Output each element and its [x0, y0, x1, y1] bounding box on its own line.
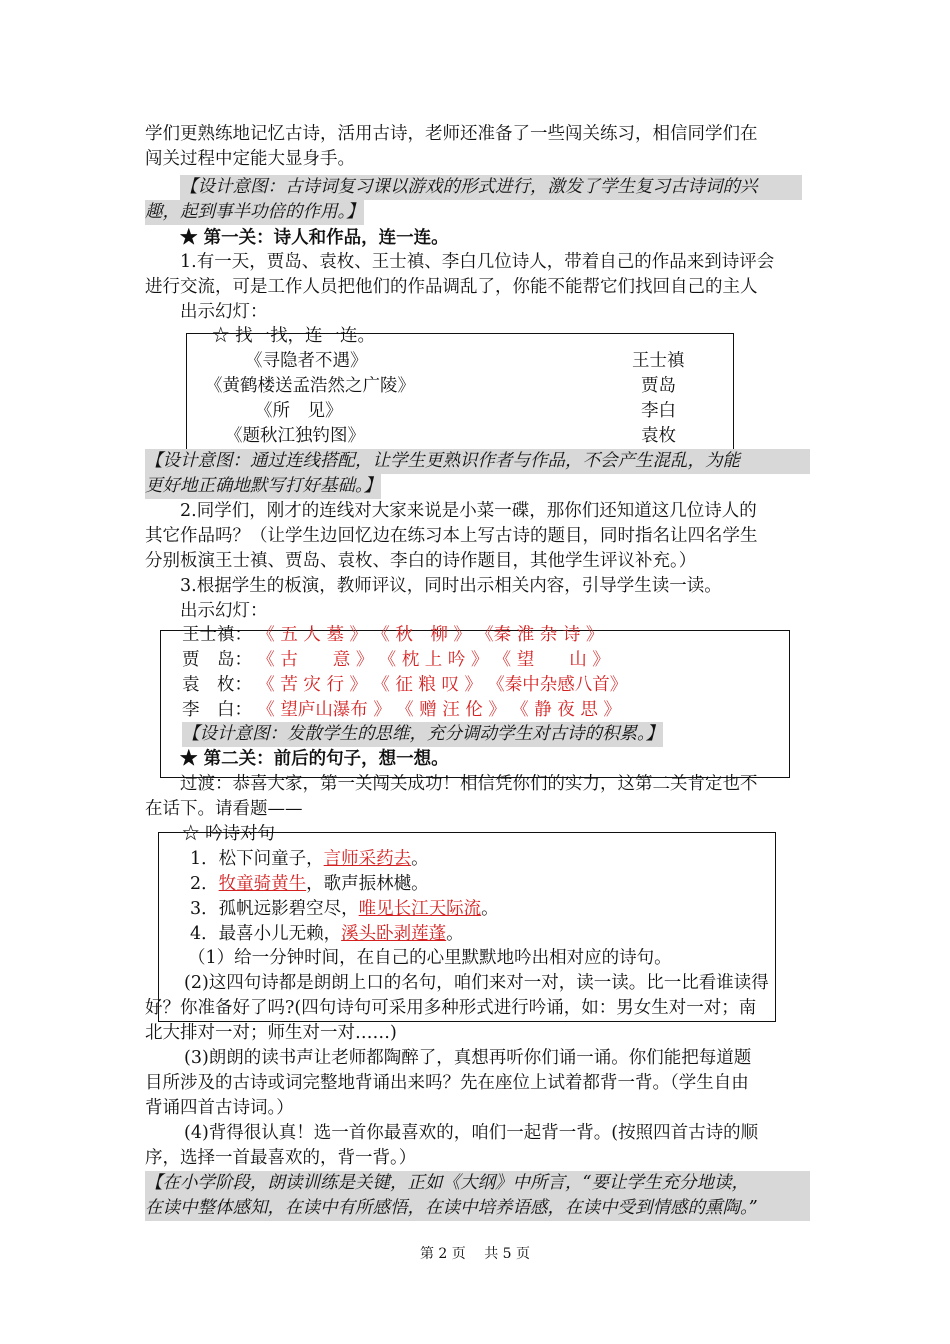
paragraph-line: (4)背得很认真！选一首你最喜欢的，咱们一起背一背。(按照四首古诗的顺: [184, 1123, 759, 1143]
poem-title: 《 枕 上 吟 》: [387, 650, 489, 670]
matching-box-title: ☆ 找一找，连一连。: [212, 326, 376, 346]
poem-title: 《 赠 汪 伦 》: [404, 700, 506, 720]
work-title: 《寻隐者不遇》: [245, 351, 368, 371]
level2-heading: ★ 第二关：前后的句子，想一想。: [180, 749, 449, 769]
paragraph-line: 北大排对一对；师生对一对……): [145, 1023, 397, 1043]
paragraph-line: 好？你准备好了吗?(四句诗句可采用多种形式进行吟诵，如：男女生对一对；南: [145, 998, 757, 1018]
couplet-answer: 言师采药去: [323, 849, 412, 869]
poem-title: 《 望庐山瀑布 》: [266, 700, 391, 720]
couplet-item: 3．孤帆远影碧空尽，唯见长江天际流。: [190, 899, 499, 919]
paragraph-line: 1.有一天，贾岛、袁枚、王士禛、李白几位诗人，带着自己的作品来到诗评会: [180, 252, 775, 272]
couplet-item: 4．最喜小儿无赖，溪头卧剥莲蓬。: [190, 924, 464, 944]
page-footer: 第 2 页 共 5 页: [419, 1246, 531, 1262]
design-note: 【在小学阶段，朗读训练是关键，正如《大纲》中所言，“要让学生充分地读，: [145, 1171, 810, 1196]
poem-title: 《 苦 灾 行 》: [266, 675, 368, 695]
paragraph-line: （1）给一分钟时间，在自己的心里默默地吟出相对应的诗句。: [188, 948, 672, 968]
poem-title: 《 征 粮 叹 》: [381, 675, 483, 695]
paragraph-line: 3.根据学生的板演，教师评议，同时出示相关内容，引导学生读一读。: [180, 576, 722, 596]
paragraph-line: 其它作品吗？（让学生边回忆边在练习本上写古诗的题目，同时指名让四名学生: [145, 526, 758, 546]
level1-heading: ★ 第一关：诗人和作品，连一连。: [180, 228, 449, 248]
poem-title: 《 秋 柳 》: [381, 625, 471, 645]
design-note: 【设计意图：通过连线搭配，让学生更熟识作者与作品，不会产生混乱，为能: [145, 449, 810, 474]
poet-label: 李 白：: [182, 700, 252, 720]
couplet-answer: 溪头卧剥莲蓬: [341, 924, 447, 944]
poet-label: 王士禛：: [182, 625, 252, 645]
paragraph-line: 分别板演王士禛、贾岛、袁枚、李白的诗作题目，其他学生评议补充。）: [145, 551, 697, 571]
poet-works-row: [182, 698, 635, 723]
paragraph-line: 过渡：恭喜大家，第一关闯关成功！相信凭你们的实力，这第二关肯定也不: [180, 774, 758, 794]
design-note: 更好地正确地默写打好基础。】: [145, 474, 810, 499]
poet-name: 王士禛: [632, 351, 685, 371]
paragraph-line: (2)这四句诗都是朗朗上口的名句，咱们来对一对，读一读。比一比看谁读得: [184, 973, 769, 993]
intro-line: 学们更熟练地记忆古诗，活用古诗，老师还准备了一些闯关练习，相信同学们在: [145, 124, 758, 144]
poem-title: 《 望 山 》: [502, 650, 610, 670]
poet-label: 袁 枚：: [182, 675, 252, 695]
slide-label: 出示幻灯：: [180, 601, 268, 621]
work-title: 《所 见》: [255, 401, 343, 421]
paragraph-line: 背诵四首古诗词。）: [145, 1098, 294, 1118]
poet-label: 贾 岛：: [182, 650, 252, 670]
paragraph-line: (3)朗朗的读书声让老师都陶醉了，真想再听你们诵一诵。你们能把每道题: [184, 1048, 752, 1068]
slide-label: 出示幻灯：: [180, 302, 268, 322]
poet-name: 袁枚: [641, 426, 676, 446]
couplet-answer: 牧童骑黄牛: [218, 874, 307, 894]
couplet-item: 1．松下问童子，言师采药去。: [190, 849, 429, 869]
design-note: 【设计意图：古诗词复习课以游戏的形式进行，激发了学生复习古诗词的兴: [180, 175, 802, 200]
poet-works-row: [182, 623, 617, 648]
couplet-item: 2．牧童骑黄牛，歌声振林樾。: [190, 874, 429, 894]
paragraph-line: 进行交流，可是工作人员把他们的作品调乱了，你能不能帮它们找回自己的主人: [145, 277, 758, 297]
poet-name: 贾岛: [641, 376, 676, 396]
poet-works-row: [182, 648, 624, 673]
design-note: 【设计意图：发散学生的思维，充分调动学生对古诗的积累。】: [182, 722, 742, 747]
work-title: 《黄鹤楼送孟浩然之广陵》: [205, 376, 415, 396]
intro-line: 闯关过程中定能大显身手。: [145, 149, 355, 169]
paragraph-line: 在话下。请看题——: [145, 799, 303, 819]
design-note: 在读中整体感知，在读中有所感悟，在读中培养语感，在读中受到情感的熏陶。”: [145, 1196, 810, 1221]
paragraph-line: 目所涉及的古诗或词完整地背诵出来吗？先在座位上试着都背一背。（学生自由: [145, 1073, 749, 1093]
poem-title: 《秦中杂感八首》: [496, 675, 628, 695]
design-note: 趣，起到事半功倍的作用。】: [145, 200, 810, 225]
paragraph-line: 2.同学们，刚才的连线对大家来说是小菜一碟，那你们还知道这几位诗人的: [180, 501, 757, 521]
work-title: 《题秋江独钓图》: [225, 426, 365, 446]
poet-name: 李白: [641, 401, 676, 421]
poem-title: 《 五 人 墓 》: [266, 625, 368, 645]
poet-works-row: [182, 673, 641, 698]
couplet-box-title: ☆ 吟诗对句: [182, 824, 276, 844]
poem-title: 《秦 淮 杂 诗 》: [484, 625, 604, 645]
poem-title: 《 古 意 》: [266, 650, 374, 670]
paragraph-line: 序，选择一首最喜欢的，背一背。）: [145, 1148, 417, 1168]
poem-title: 《 静 夜 思 》: [519, 700, 621, 720]
couplet-answer: 唯见长江天际流: [358, 899, 482, 919]
